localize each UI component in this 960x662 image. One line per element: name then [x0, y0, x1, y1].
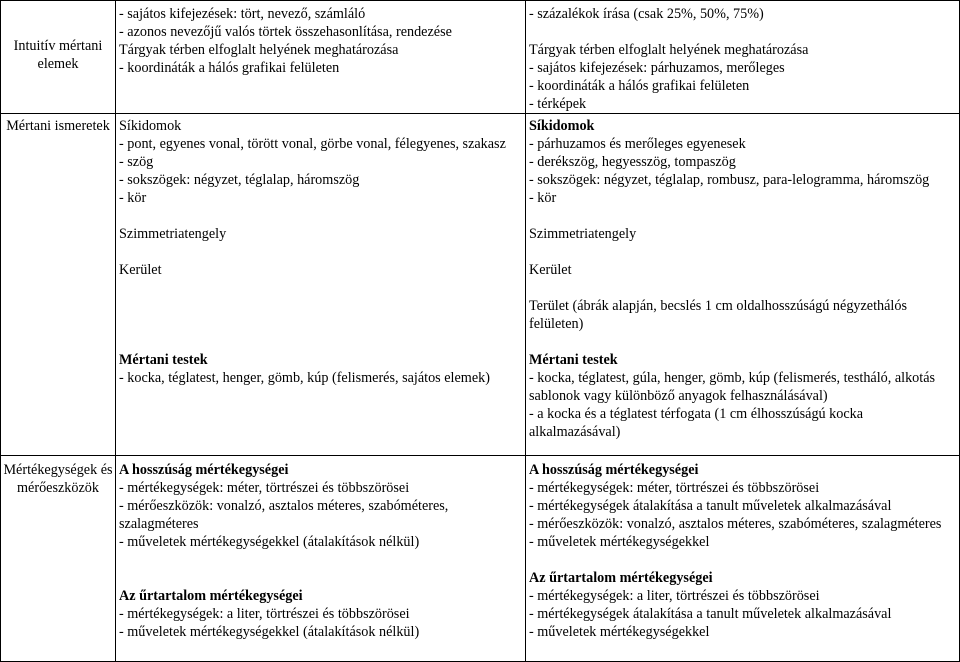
row-label-cell: [1, 1, 116, 114]
list-item: - derékszög, hegyesszög, tompaszög: [529, 154, 736, 170]
spacer: [119, 551, 522, 569]
list-item: - százalékok írása (csak 25%, 50%, 75%): [529, 6, 764, 22]
list-item: - a kocka és a téglatest térfogata (1 cm élhosszúságú kocka alkalmazásával): [529, 406, 864, 440]
list-item: - sajátos kifejezések: párhuzamos, merőleges: [529, 60, 785, 76]
section-heading-bold: A hosszúság mértékegységei: [529, 462, 699, 478]
list-item: - mérőeszközök: vonalzó, asztalos méteres, szabóméteres, szalagméteres: [529, 516, 942, 532]
row-label: Mértani ismeretek: [6, 118, 110, 134]
list-item: - kocka, téglatest, gúla, henger, gömb, kúp (felismerés, testháló, alkotás sablonok vagy különböző anyagok felhasználásával): [529, 370, 936, 404]
row-label: Mértékegységek és mérőeszközök: [3, 462, 113, 496]
spacer: [119, 207, 522, 225]
table-row: [1, 456, 960, 662]
list-item: - kör: [119, 190, 147, 206]
section-heading: Szimmetriatengely: [119, 226, 227, 242]
list-item: - párhuzamos és merőleges egyenesek: [529, 136, 746, 152]
list-item: - sokszögek: négyzet, téglalap, háromszög: [119, 172, 360, 188]
spacer: [529, 551, 956, 569]
spacer: [119, 243, 522, 261]
table-row: [1, 114, 960, 456]
list-item: - mértékegységek: a liter, törtrészei és többszörösei: [529, 588, 820, 604]
list-item: - mértékegységek: méter, törtrészei és többszörösei: [529, 480, 820, 496]
list-item: - műveletek mértékegységekkel (átalakítások nélkül): [119, 624, 420, 640]
section-heading: Terület (ábrák alapján, becslés 1 cm oldalhosszúságú négyzethálós felületen): [529, 298, 907, 332]
list-item: - térképek: [529, 96, 587, 112]
list-item: - műveletek mértékegységekkel: [529, 534, 710, 550]
spacer: [529, 243, 956, 261]
section-heading-bold: Mértani testek: [119, 352, 208, 368]
section-heading-bold: Az űrtartalom mértékegységei: [119, 588, 303, 604]
list-item: - kocka, téglatest, henger, gömb, kúp (felismerés, sajátos elemek): [119, 370, 490, 386]
list-item: - sokszögek: négyzet, téglalap, rombusz, para-lelogramma, háromszög: [529, 172, 930, 188]
spacer: [529, 207, 956, 225]
spacer: [119, 279, 522, 297]
right-content-cell: [526, 1, 960, 114]
list-item: - koordináták a hálós grafikai felületen: [529, 78, 750, 94]
left-content-cell: [116, 114, 526, 456]
section-heading-bold: Síkidomok: [529, 118, 595, 134]
list-item: - azonos nevezőjű valós törtek összehasonlítása, rendezése: [119, 24, 452, 40]
left-content-cell: [116, 1, 526, 114]
section-heading-bold: A hosszúság mértékegységei: [119, 462, 289, 478]
spacer: [119, 569, 522, 587]
section-heading: Kerület: [529, 262, 572, 278]
spacer: [529, 23, 956, 41]
section-heading: Tárgyak térben elfoglalt helyének meghatározása: [529, 42, 809, 58]
right-content-cell: [526, 456, 960, 662]
list-item: - műveletek mértékegységekkel (átalakítások nélkül): [119, 534, 420, 550]
spacer: [529, 279, 956, 297]
spacer: [119, 297, 522, 315]
section-heading-bold: Mértani testek: [529, 352, 618, 368]
row-label: Intuitív mértani elemek: [13, 38, 103, 72]
list-item: - mérőeszközök: vonalzó, asztalos méteres, szabóméteres, szalagméteres: [119, 498, 449, 532]
spacer: [119, 315, 522, 333]
section-heading: Tárgyak térben elfoglalt helyének meghatározása: [119, 42, 399, 58]
list-item: - koordináták a hálós grafikai felületen: [119, 60, 340, 76]
left-content-cell: [116, 456, 526, 662]
spacer: [119, 333, 522, 351]
section-heading: Szimmetriatengely: [529, 226, 637, 242]
section-heading: Kerület: [119, 262, 162, 278]
table-row: [1, 1, 960, 114]
row-label-cell: [1, 114, 116, 456]
list-item: - mértékegységek átalakítása a tanult műveletek alkalmazásával: [529, 498, 892, 514]
list-item: - mértékegységek átalakítása a tanult műveletek alkalmazásával: [529, 606, 892, 622]
list-item: - kör: [529, 190, 557, 206]
list-item: - sajátos kifejezések: tört, nevező, számláló: [119, 6, 366, 22]
spacer: [529, 333, 956, 351]
section-heading: Síkidomok: [119, 118, 182, 134]
list-item: - szög: [119, 154, 154, 170]
right-content-cell: [526, 114, 960, 456]
list-item: - műveletek mértékegységekkel: [529, 624, 710, 640]
list-item: - mértékegységek: a liter, törtrészei és többszörösei: [119, 606, 410, 622]
list-item: - pont, egyenes vonal, törött vonal, görbe vonal, félegyenes, szakasz: [119, 136, 506, 152]
list-item: - mértékegységek: méter, törtrészei és többszörösei: [119, 480, 410, 496]
section-heading-bold: Az űrtartalom mértékegységei: [529, 570, 713, 586]
row-label-cell: [1, 456, 116, 662]
